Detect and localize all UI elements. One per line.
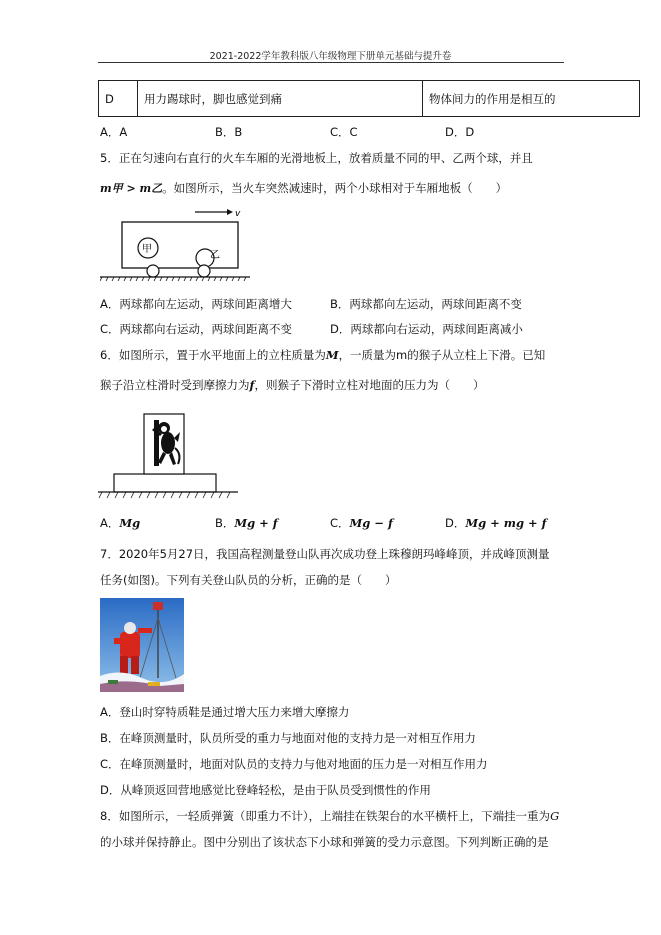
q6-monkey-pole-figure — [98, 408, 238, 500]
row-principle: 物体间力的作用是相互的 — [423, 81, 640, 117]
q5-stem-line2-text: 。如图所示，当火车突然减速时，两个小球相对于车厢地板（ ） — [162, 181, 508, 195]
page-header: 2021-2022学年教科版八年级物理下册单元基础与提升卷 — [209, 51, 452, 62]
q6-option-a: A．Mg — [100, 516, 141, 530]
q6-stem-line2: 猴子沿立柱滑时受到摩擦力为f，则猴子下滑时立柱对地面的压力为（ ） — [100, 378, 485, 392]
q8-stem-line2: 的小球并保持静止。图中分别出了该状态下小球和弹簧的受力示意图。下列判断正确的是 — [100, 835, 549, 849]
table-row — [99, 81, 640, 117]
q7-stem-line1: 7．2020年5月27日，我国高程测量登山队再次成功登上珠穆朗玛峰峰顶，并成峰顶测量 — [100, 547, 550, 561]
q6-friction-f: f — [249, 378, 255, 392]
q5-option-d: D．两球都向右运动，两球间距离减小 — [330, 322, 523, 336]
wheel-right — [198, 265, 210, 277]
q6-option-c: C．Mg − f — [330, 516, 393, 530]
wheel-left — [147, 265, 159, 277]
q6-mass-M: M — [325, 348, 339, 362]
q5-option-a: A．两球都向左运动，两球间距离增大 — [100, 297, 292, 311]
velocity-arrowhead — [227, 209, 233, 215]
q5-option-b: B．两球都向左运动，两球间距离不变 — [330, 297, 522, 311]
q7-option-a: A．登山时穿特质鞋是通过增大压力来增大摩擦力 — [100, 705, 350, 719]
header-rule — [98, 62, 564, 63]
q4-option-c: C．C — [330, 125, 358, 139]
q7-stem-line2: 任务(如图)。下列有关登山队员的分析，正确的是（ ） — [100, 573, 397, 587]
q6-stem-line1: 6．如图所示，置于水平地面上的立柱质量为M，一质量为m的猴子从立柱上下滑。已知 — [100, 348, 546, 362]
ground-hatching — [99, 492, 230, 498]
q8-stem-line1: 8．如图所示，一轻质弹簧（即重力不计），上端挂在铁架台的水平横杆上，下端挂一重为G — [100, 809, 560, 823]
row-letter: D — [99, 81, 138, 117]
question-4-table — [98, 80, 640, 117]
q4-option-d: D．D — [445, 125, 475, 139]
q5-train-figure — [100, 205, 250, 281]
velocity-label: v — [235, 209, 241, 219]
q5-stem-line2 — [100, 180, 507, 196]
pole-base — [114, 474, 216, 492]
q5-option-c: C．两球都向右运动，两球间距离不变 — [100, 322, 293, 336]
ground-hatching — [100, 277, 246, 281]
q6-option-b: B．Mg + f — [215, 516, 278, 530]
q7-option-d: D．从峰顶返回营地感觉比登峰轻松，是由于队员受到惯性的作用 — [100, 783, 431, 797]
ball-yi-label: 乙 — [210, 250, 220, 261]
q8-weight-G: G — [550, 809, 560, 823]
q4-option-a: A．A — [100, 125, 128, 139]
q7-option-c: C．在峰顶测量时，地面对队员的支持力与他对地面的压力是一对相互作用力 — [100, 757, 488, 771]
ball-jia-label: 甲 — [142, 244, 152, 255]
row-example: 用力踢球时，脚也感觉到痛 — [138, 81, 423, 117]
train-car — [122, 222, 238, 268]
q4-option-b: B．B — [215, 125, 243, 139]
q6-option-d: D．Mg + mg + f — [445, 516, 547, 530]
q7-option-b: B．在峰顶测量时，队员所受的重力与地面对他的支持力是一对相互作用力 — [100, 731, 476, 745]
q5-mass-formula: m甲 > m乙 — [100, 182, 163, 195]
q7-summit-photo — [100, 598, 184, 692]
q5-stem-line1: 5．正在匀速向右直行的火车车厢的光滑地板上，放着质量不同的甲、乙两个球，并且 — [100, 151, 533, 165]
